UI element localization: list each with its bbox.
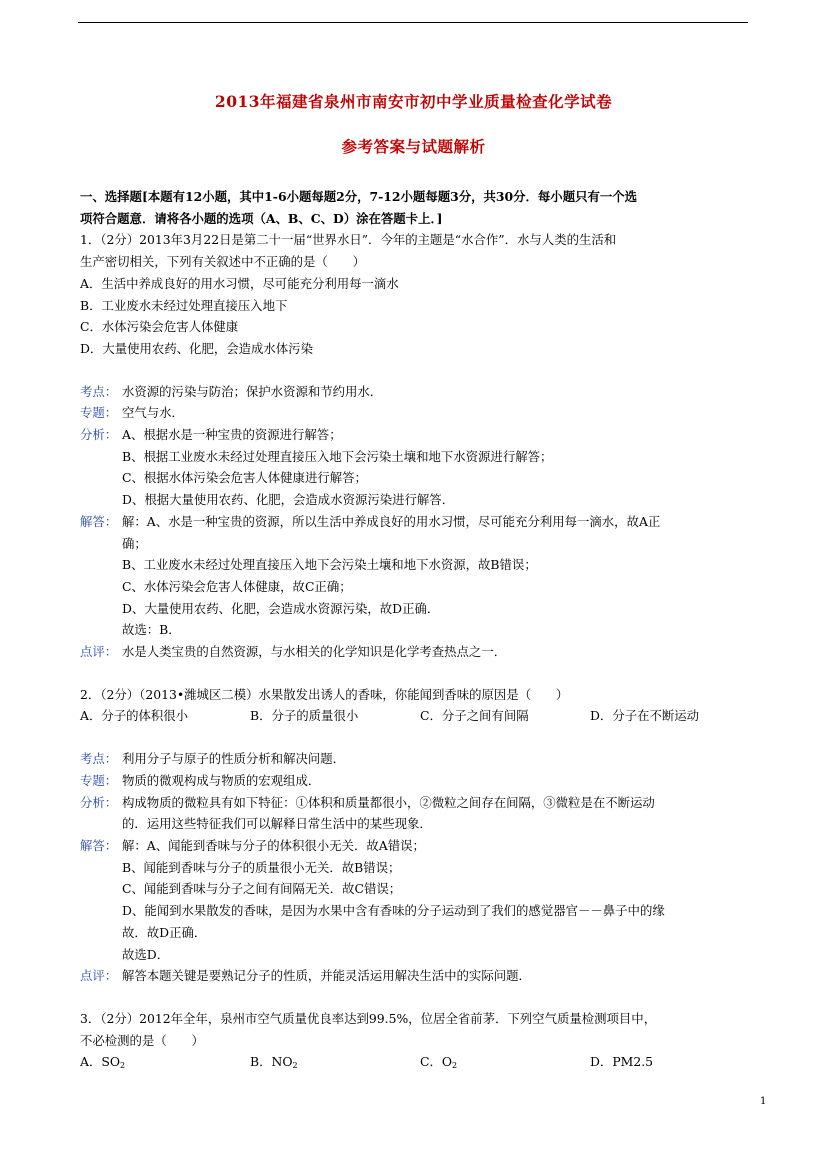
fenxi-label: 分析：	[80, 794, 118, 810]
q1-option-c: C．水体污染会危害人体健康	[80, 319, 239, 335]
q3-option-b: B．$NO_2$	[250, 1054, 298, 1071]
q1-fenxi-line2: B、根据工业废水未经过处理直接压入地下会污染土壤和地下水资源进行解答；	[122, 448, 553, 464]
q1-stem-line1: 1．（2分）2013年3月22日是第二十一届“世界水日”．今年的主题是“水合作”．水与人类的生活和	[80, 232, 617, 248]
q1-option-b: B．工业废水未经过处理直接压入地下	[80, 297, 288, 313]
q1-kaodian	[80, 381, 760, 403]
q1-fenxi	[80, 424, 760, 446]
q1-dianping-text: 水是人类宝贵的自然资源，与水相关的化学知识是化学考查热点之一．	[122, 644, 507, 660]
q3-option-d: D．PM2.5	[590, 1054, 654, 1070]
q2-dianping	[80, 965, 760, 987]
q1-zhuanti-text: 空气与水．	[122, 405, 184, 421]
q1-dianping	[80, 641, 760, 663]
fenxi-label: 分析：	[80, 427, 118, 443]
q2-options	[80, 705, 760, 727]
exam-content	[80, 186, 760, 1077]
q3-options	[80, 1051, 760, 1077]
q1-zhuanti	[80, 402, 760, 424]
kaodian-label: 考点：	[80, 383, 118, 399]
q3-stem-line1: 3．（2分）2012年全年，泉州市空气质量优良率达到99.5%，位居全省前茅．下列空气质量检测项目中，	[80, 1010, 657, 1026]
section-heading-line1: 一、选择题[本题有12小题，其中1-6小题每题2分，7-12小题每题3分，共30分．每小题只有一个选	[80, 189, 638, 204]
q1-fenxi-line3: C、根据水体污染会危害人体健康进行解答；	[122, 470, 367, 486]
q1-jieda-line4: C、水体污染会危害人体健康，故C正确；	[122, 578, 352, 594]
q2-jieda-line6: 故选D．	[122, 946, 170, 962]
q1-jieda-line3: B、工业废水未经过处理直接压入地下会污染土壤和地下水资源，故B错误；	[122, 557, 537, 573]
q1-option-a: A．生活中养成良好的用水习惯，尽可能充分利用每一滴水	[80, 275, 399, 291]
kaodian-label: 考点：	[80, 751, 118, 767]
q1-jieda	[80, 511, 760, 533]
q2-zhuanti-text: 物质的微观构成与物质的宏观组成．	[122, 772, 321, 788]
q1-fenxi-line1: A、根据水是一种宝贵的资源进行解答；	[122, 427, 342, 443]
q2-kaodian	[80, 748, 760, 770]
q1-stem-line2: 生产密切相关，下列有关叙述中不正确的是（ ）	[80, 254, 365, 270]
q2-option-a: A．分子的体积很小	[80, 708, 189, 724]
page-number: 1	[760, 1096, 767, 1107]
q1-jieda-line5: D、大量使用农药、化肥，会造成水资源污染，故D正确．	[122, 600, 440, 616]
q2-fenxi-line2: 的．运用这些特征我们可以解释日常生活中的某些现象．	[122, 816, 432, 832]
q1-fenxi-line4: D、根据大量使用农药、化肥，会造成水资源污染进行解答．	[122, 492, 455, 508]
q2-jieda	[80, 835, 760, 857]
q1-jieda-line1: 解：A、水是一种宝贵的资源，所以生活中养成良好的用水习惯，尽可能充分利用每一滴水，故A正	[122, 513, 661, 529]
q2-option-b: B．分子的质量很小	[250, 708, 359, 724]
q2-fenxi-line1: 构成物质的微粒具有如下特征：①体积和质量都很小，②微粒之间存在间隔，③微粒是在不断运动	[122, 794, 655, 810]
q1-kaodian-text: 水资源的污染与防治；保护水资源和节约用水．	[122, 383, 383, 399]
section-heading-line2: 项符合题意．请将各小题的选项（A、B、C、D）涂在答题卡上．]	[80, 210, 443, 226]
exam-subtitle: 参考答案与试题解析	[341, 137, 486, 156]
q2-stem: 2．（2分）（2013•潍城区二模）水果散发出诱人的香味，你能闻到香味的原因是（ ）	[80, 686, 569, 702]
q2-jieda-line2: B、闻能到香味与分子的质量很小无关．故B错误；	[122, 859, 401, 875]
q3-option-c: C．$O_2$	[420, 1054, 458, 1071]
q2-option-d: D．分子在不断运动	[590, 708, 700, 724]
jieda-label: 解答：	[80, 837, 118, 853]
q1-jieda-line6: 故选：B．	[122, 622, 181, 638]
q3-option-a: A．$SO_2$	[80, 1054, 126, 1071]
zhuanti-label: 专题：	[80, 772, 118, 788]
q2-jieda-line3: C、闻能到香味与分子之间有间隔无关．故C错误；	[122, 881, 402, 897]
jieda-label: 解答：	[80, 513, 118, 529]
dianping-label: 点评：	[80, 644, 118, 660]
q2-jieda-line4: D、能闻到水果散发的香味，是因为水果中含有香味的分子运动到了我们的感觉器官－－鼻子中的缘	[122, 903, 665, 919]
zhuanti-label: 专题：	[80, 405, 118, 421]
q1-jieda-line2: 确；	[122, 535, 147, 551]
q2-fenxi	[80, 792, 760, 814]
q1-option-d: D．大量使用农药、化肥，会造成水体污染	[80, 340, 313, 356]
dianping-label: 点评：	[80, 968, 118, 984]
exam-title: 2013年福建省泉州市南安市初中学业质量检查化学试卷	[214, 92, 613, 111]
header-rule	[78, 22, 748, 23]
q2-jieda-line5: 故．故D正确．	[122, 924, 207, 940]
q2-zhuanti	[80, 770, 760, 792]
q2-jieda-line1: 解：A、闻能到香味与分子的体积很小无关．故A错误；	[122, 837, 425, 853]
q2-option-c: C．分子之间有间隔	[420, 708, 529, 724]
q2-kaodian-text: 利用分子与原子的性质分析和解决问题．	[122, 751, 346, 767]
q3-stem-line2: 不必检测的是（ ）	[80, 1032, 204, 1048]
q2-dianping-text: 解答本题关键是要熟记分子的性质，并能灵活运用解决生活中的实际问题．	[122, 968, 531, 984]
